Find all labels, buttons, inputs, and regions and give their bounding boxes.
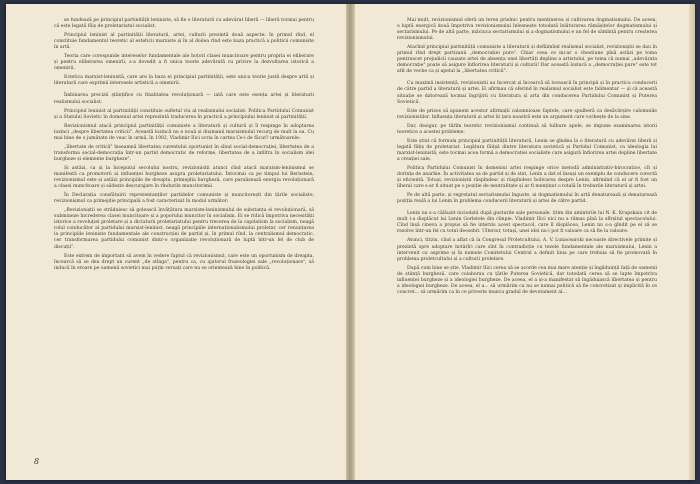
book-spread bbox=[6, 4, 694, 480]
paragraph: Politica Partidului Comunist în domeniul artei respinge orice metodă administrativ-birocratice, cît și dorința de anarhie. În activitatea sa de partid și de stat, Lenin a dat el însuși un exemplu de conducere corectă și eficientă. Totuși, revizioniștii răspîndesc și răspîndesc bolivarea despre Lenin, afirmînd că el ar fi fost un liberal care s-ar fi situat pe o poziție de neutralitate și ar fi menținut o totală în treburile literaturii și artei. bbox=[397, 165, 657, 190]
paragraph: Este știut că formula principial partinității literaturii, Lenin se gîndea la o literatură cu adevărat liberă și legată fățiș de proletariat. Legătura făițșă dintre literatura sovietică și Partidul Comunist, ca ideologia lui marxist-leninistă, este tocmai acea formă a democratiei socialiste care asigură înflorirea artei depline libertate a creației sale. bbox=[397, 138, 657, 162]
paragraph: Este de prisos să apunem acestor afirmații calomnioase faptele, care spulberă ca desăvârșire calomniile revizionistilor. Influența literaturii și artei în țara noastră este un argument care vorbește de la sine. bbox=[397, 108, 657, 120]
paragraph: După cum bine se știe, Vladimir Ilici cerea să se acorde cea mai mare atenție și îngăduință față de oamenii de știință burgheză, care colaborau cu țările Puterea Sovietică, dar totodată cerea să se lupte împotriva influenței burgheze și a ideologiei burgheze. De aceea, el a și-a manifestat să îngăduiască libertatea și pentru a ideologiei burgheze. De aceea, el a... să urmărim ca nu se numai politică să fie concretizat și implicită în ce concret... să urmărim ca în ce priveste munca gradul de devotament al... bbox=[397, 265, 657, 295]
page-edge bbox=[689, 4, 695, 480]
paragraph: „Revizioniștii se străduiesc să golească învățătura marxism-leninismului de substanța ei revoluționară, să submineze încrederea clasei muncitoare și a poporului muncitor în socialism. Ei se ridică împotriva necesității istorice a revoluției proletare și a dictaturii proletariatului pentru trecerea de la capitalism la socialism, neagă rolul conducător al partidului marxist-leninist, neagă principiile internaționalismului proletar, cer renunțarea la principiile leniniste fundamentale ale construcției de partid și, în primul rînd, la centralismul democratic, cer transformarea partidului comunist dintr-o organizație revoluționară de luptă într-un fel de club de discuții". bbox=[54, 208, 314, 250]
right-text-column bbox=[397, 18, 657, 299]
paragraph: Pe de altă parte, și regretatul sectarismului înguste, ai dogmatismului în artă denaturează și denaturează poziția reală a lui Lenin în problema conducerii literaturii și artei de către partid. bbox=[397, 193, 657, 205]
paragraph: În Declarația consfătuirii reprezentanților partidelor comuniste și muncitorești din țările socialiste, revizionismul ca primejdie principală a fost caracterizat în modul următor: bbox=[54, 193, 314, 205]
paragraph: Lenin nu s-a călăuzit niciodată după gusturile sale personale. Știm din amintirile lui N. K. Krupskaia cit de mult i-a displăcut lui Lenin Gorletele din cîmpie. Vladimir Ilici nici nu a rămas pînă la sfîrșitul spectacolului. Cînd însă cineva a propus să fie interzis acest spectacol, care îl displăcea, Lenin nu s-a gîndit pe el să se rezolve într-un fel cu totul deosebit. Ulterior, totuși, unei idei nu-i pot fi valoare ca să fie la valoare. bbox=[397, 211, 657, 235]
paragraph: Atacînd principiul partinității comuniste a literaturii și defăimînd realismul socialist, revizioniștii se dau în primul rînd drept partizanii „democrației pure". Chiar ceea ce mi-ar o chestiune pînă astăzi pe toma pentruscet prejudicii cauzate artei de absența unei libertăți depline a artistului, pe toma că numai „adevărata democrație" poate să asigure înflorirea literaturii și culturii! Dar această lozincă a „democrației pure" este tot atît de veche ca și apelul la „libertatea criticii". bbox=[397, 45, 657, 75]
paragraph: Teoria care corespunde intereselor fundamentale ale hoțori clasei muncitoare pentru propria ei eliberare și pentru eliberarea omenirii, s-a dovedit a fi unica teorie adevărată cu privire la dezvoltarea istorică a omenirii. bbox=[54, 54, 314, 72]
right-page bbox=[354, 4, 695, 480]
paragraph: Cu maximă insistență, revizionistii au încercat și încearcă să lovească în principii și în practica conducerii de către partid a literaturii și artei. Ei afirmau că oferind în realismul socialist este falimentar — și că această situație se datorează tocmai îngrijirii cu literatura și arta din conducerea Partidului Comunist și Puterea Sovietică. bbox=[397, 81, 657, 105]
paragraph: Îmbinarea precizii științifice cu finalitatea revoluționară — iată care este esența artei și literaturii realismului socialist. bbox=[54, 93, 314, 105]
paragraph: „libertate de critică" înseamnă libertatea curentului oportunist în sînul social-democrației, libertatea de a transforma social-democrația într-un partid democratic de reforme, libertatea de a infiltra în socialism idei burgheze și elemente burgheze". bbox=[54, 144, 314, 162]
paragraph: Mai mult, revizionismul oferă un teren prielnic pentru menținerea și cultivarea dogmatismului. De aceea, o luptă energică două împotriva revizionismului înlesnește totodată înlăturarea rămășițelor dogmatismului și sectarismului. Pe de altă parte, măciuca sectarismului și a dogmatismului e un fel de sămînță pentru creșterea revizionismului. bbox=[397, 18, 657, 42]
book-gutter bbox=[346, 4, 354, 480]
paragraph: Dar, desigur, pe tărîm teoretic revizionismul continuă să tulbure apele, se impune examinarea istorii teoretice a acestei probleme. bbox=[397, 123, 657, 135]
paragraph: Estetica marxist-leninistă, care are la baza ei principiul partinității, este unica teorie justă despre artă și literatură care exprimă interesele artistică a omenirii. bbox=[54, 75, 314, 87]
paragraph: Este extrem de important să avem în vedere faptul că revizionismul, care este un oportunism de dreapta, încearcă să se dea drept un curent „de stînga", pentru ca, cu ajutorul frazeologiei sale „revoluționare", să inducă în eroare pe oamenii sovietici mai puțin versați care nu se orientează bine în politică. bbox=[54, 253, 314, 271]
left-text-column bbox=[54, 18, 314, 275]
paragraph: Principiul leninist al partinității constituie sufletul viu al realismului socialist. Politica Partidului Comunist și a Statului Sovietic în domeniul artei reprezintă traducerea în practică a principiului leninist al partinității. bbox=[54, 108, 314, 120]
paragraph: Principiul leninist al partinității literaturii, artei, culturii prezintă două aspecte: în primul rînd, el constituie fundamentul teoretic al esteticii marxiste și în al doilea rînd este baza practică a politicii comuniste în artă. bbox=[54, 33, 314, 51]
page-number: 8 bbox=[34, 457, 40, 466]
paragraph: Și astăzi, ca și la începutul secolului nostru, revizionistii atunci cînd atacă marxism-leninismul se manifestă ca promotorii ai influenței burgheze asupra proletariatului. Întocmai ca pe timpul lui Bernstein, revizionismul este și astăzi principiile de dreapta, primejdia burgheză, care paralizează energia revoluționară a clasei muncitoare și sădește descurajare în rîndurile muncitorimii. bbox=[54, 165, 314, 190]
paragraph: se fundează pe principiul partinității leniniste, să fie o literatură cu adevărat liberă — liberă tocmai pentru că este legată făiș de proletariatul socialist. bbox=[54, 18, 314, 30]
paragraph: Atunci, tîrziu, cînd a aflat că la Congresul Proletcultului, A. V. Lunacearski necoaste directivele primite și prezintă spre adoptare hotărîri care sînt în contradicție cu tezele fundamentale ale marxismului, Lenin a intervenit cu asprime și în numele Comitetului Central a definit linia pe care trebuia să fie promovată în problema proletcultului și a culturii proletare. bbox=[397, 238, 657, 262]
paragraph: Revizionismul atacă principiul partinității comuniste a literaturii și culturii și îl respinge în adoptarea lozinci „despre libertatea criticii". Această lozincă nu e nouă și dușmanii marxismului recurg de mult la ea. Cu mai bine de o jumătate de veac în urmă, în 1902, Vladimir Ilici scria în cartea Ce-i de făcut? următoarele: bbox=[54, 123, 314, 141]
left-page bbox=[6, 4, 347, 480]
